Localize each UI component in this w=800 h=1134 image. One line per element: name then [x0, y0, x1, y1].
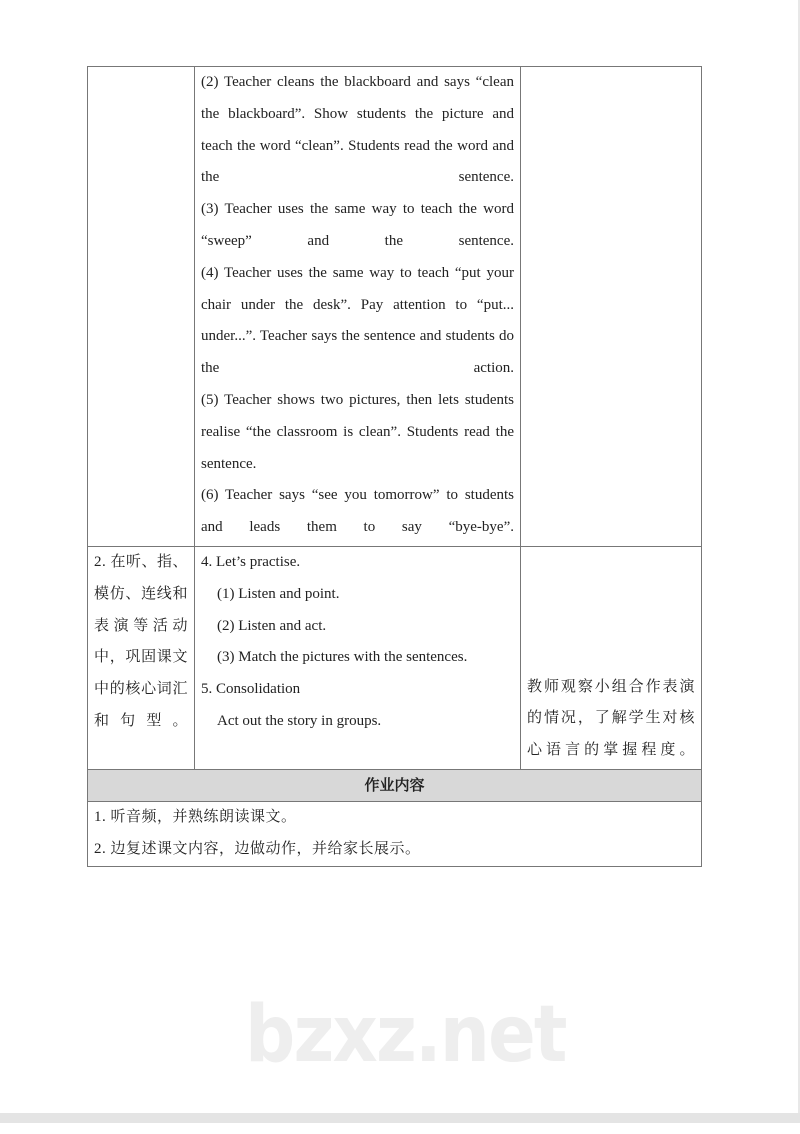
assessment-cell — [521, 547, 702, 770]
assessment-text: 教师观察小组合作表演的情况，了解学生对核心语言的掌握程度。 — [527, 678, 695, 759]
objective-cell — [88, 547, 195, 770]
page-separator — [0, 1113, 800, 1123]
step-text: (2) Teacher cleans the blackboard and says “clean the blackboard”. Show students the picture and teach the word “clean”. Students read the word and the sentence. — [201, 74, 514, 186]
homework-item: 2. 边复述课文内容，边做动作，并给家长展示。 — [94, 840, 421, 857]
objective-text: 2. 在听、指、模仿、连线和表演等活动中，巩固课文中的核心词汇和句型。 — [94, 554, 189, 729]
assessment-cell — [521, 67, 702, 547]
step-text: (3) Teacher uses the same way to teach the word “sweep” and the sentence. — [201, 201, 514, 249]
procedure-step: (2) Listen and act. — [217, 617, 327, 634]
homework-row — [88, 802, 702, 867]
objective-cell — [88, 67, 195, 547]
step-text: (6) Teacher says “see you tomorrow” to students and leads them to say “bye-bye”. — [201, 487, 514, 536]
procedure-heading: 5. Consolidation — [201, 681, 301, 698]
procedure-step — [201, 385, 514, 480]
watermark: bzxz.net — [245, 990, 566, 1080]
table-row — [88, 67, 702, 547]
procedure-step — [201, 258, 514, 385]
procedure-cell — [195, 67, 521, 547]
table-row — [88, 547, 702, 770]
lesson-plan-table — [87, 66, 702, 867]
procedure-step: (1) Listen and point. — [217, 585, 340, 602]
homework-item: 1. 听音频，并熟练朗读课文。 — [94, 809, 297, 825]
step-text: (5) Teacher shows two pictures, then lets students realise “the classroom is clean”. Students read the sentence. — [201, 391, 514, 472]
homework-cell — [88, 802, 702, 867]
procedure-step — [201, 194, 514, 258]
procedure-cell — [195, 547, 521, 770]
procedure-heading: 4. Let’s practise. — [201, 554, 301, 570]
homework-title: 作业内容 — [88, 770, 702, 802]
procedure-step: Act out the story in groups. — [217, 712, 382, 729]
procedure-step: (3) Match the pictures with the sentences. — [217, 649, 468, 666]
homework-header-row — [88, 770, 702, 802]
step-text: (4) Teacher uses the same way to teach “put your chair under the desk”. Pay attention to “put... under...”. Teacher says the sentence and students do the action. — [201, 264, 514, 377]
procedure-step — [201, 67, 514, 194]
procedure-step — [201, 480, 514, 544]
